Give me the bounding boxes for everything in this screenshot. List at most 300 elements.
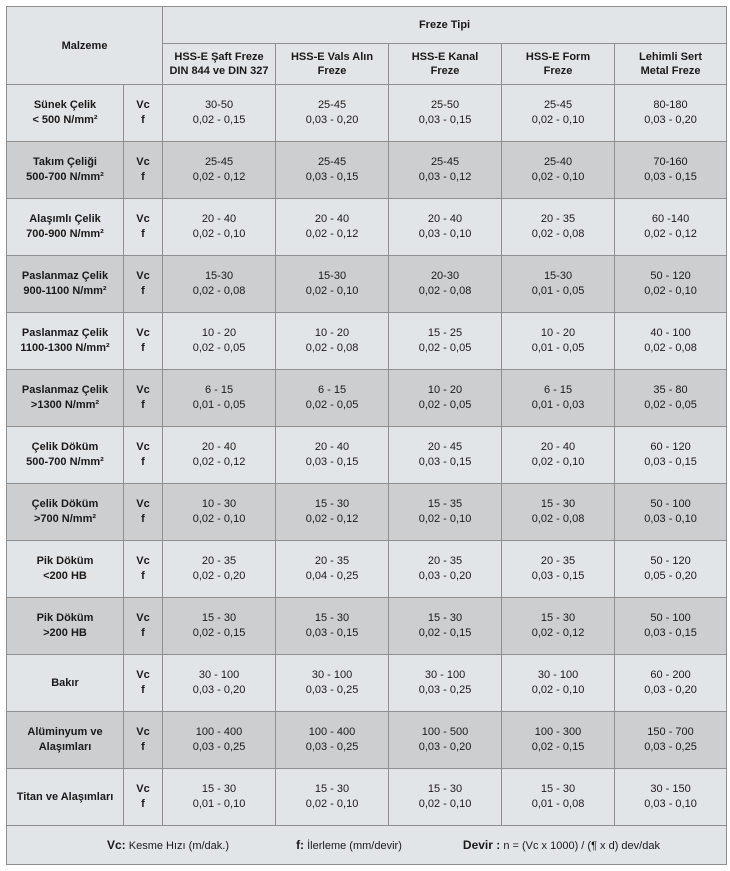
column-header-4: [502, 44, 615, 85]
cutting-speed-value: 100 - 400: [195, 726, 243, 738]
cutting-speed-value: 80-180: [653, 99, 688, 111]
feed-value: 0,03 - 0,12: [418, 171, 472, 183]
unit-cell: [124, 427, 163, 484]
cutting-speed-value: 50 - 120: [650, 270, 691, 282]
unit-vc: Vc: [136, 384, 150, 396]
cutting-speed-value: 15 - 30: [314, 612, 350, 624]
cutting-speed-value: 15 - 30: [427, 612, 463, 624]
unit-f: f: [141, 171, 145, 183]
value-cell: [615, 256, 727, 313]
material-name: Bakır: [51, 676, 79, 689]
feed-value: 0,02 - 0,08: [644, 342, 697, 354]
feed-value: 0,03 - 0,20: [418, 741, 472, 753]
material-spec: 1100-1300 N/mm²: [20, 342, 110, 354]
cutting-speed-value: 6 - 15: [543, 384, 573, 396]
table-row: [7, 484, 727, 541]
cutting-speed-value: 100 - 500: [421, 726, 469, 738]
material-spec: 700-900 N/mm²: [26, 228, 104, 240]
material-name: Paslanmaz Çelik: [21, 384, 109, 396]
cutting-speed-value: 10 - 20: [427, 384, 463, 396]
table-row: [7, 313, 727, 370]
unit-cell: [124, 598, 163, 655]
material-name: Pik Döküm: [36, 555, 94, 567]
feed-value: 0,01 - 0,05: [192, 399, 246, 411]
unit-vc: Vc: [136, 555, 150, 567]
feed-value: 0,02 - 0,15: [192, 114, 246, 126]
value-cell: [389, 541, 502, 598]
unit-f: f: [141, 399, 145, 411]
material-cell: [7, 256, 124, 313]
value-cell: [276, 484, 389, 541]
value-cell: [615, 370, 727, 427]
cutting-speed-value: 150 - 700: [647, 726, 694, 738]
value-cell: [615, 313, 727, 370]
unit-vc: Vc: [136, 669, 150, 681]
cutting-speed-value: 15 - 30: [540, 498, 576, 510]
cutting-speed-value: 30-50: [204, 99, 234, 111]
cutting-speed-value: 100 - 400: [308, 726, 356, 738]
feed-value: 0,04 - 0,25: [305, 570, 359, 582]
cutting-speed-value: 10 - 30: [201, 498, 237, 510]
material-name: Paslanmaz Çelik: [21, 270, 109, 282]
feed-value: 0,01 - 0,08: [531, 798, 585, 810]
cutting-data-table: [6, 6, 727, 865]
cutter-type-header: Freze Tipi: [163, 7, 727, 44]
value-cell: [389, 655, 502, 712]
material-cell: [7, 712, 124, 769]
material-spec: Alaşımları: [38, 741, 92, 753]
unit-cell: [124, 313, 163, 370]
cutting-speed-value: 20 - 40: [201, 213, 237, 225]
cutting-speed-value: 20 - 35: [314, 555, 350, 567]
feed-value: 0,03 - 0,15: [418, 114, 472, 126]
feed-value: 0,03 - 0,15: [305, 171, 359, 183]
feed-value: 0,02 - 0,10: [192, 513, 246, 525]
value-cell: [276, 712, 389, 769]
table-row: [7, 541, 727, 598]
column-header-line2: Freze: [317, 65, 347, 77]
feed-value: 0,02 - 0,08: [192, 285, 246, 297]
cutting-speed-value: 60 -140: [651, 213, 690, 225]
cutting-speed-value: 20 - 40: [314, 441, 350, 453]
value-cell: [163, 769, 276, 826]
value-cell: [163, 256, 276, 313]
value-cell: [276, 256, 389, 313]
cutting-speed-value: 30 - 100: [424, 669, 466, 681]
column-header-line1: HSS-E Şaft Freze: [174, 51, 264, 63]
feed-value: 0,03 - 0,25: [192, 741, 246, 753]
feed-value: 0,03 - 0,20: [192, 684, 246, 696]
unit-vc: Vc: [136, 99, 150, 111]
legend-vc-text: Kesme Hızı (m/dak.): [128, 840, 229, 852]
unit-f: f: [141, 456, 145, 468]
feed-value: 0,02 - 0,10: [531, 456, 585, 468]
value-cell: [502, 85, 615, 142]
value-cell: [163, 655, 276, 712]
cutting-speed-value: 70-160: [653, 156, 688, 168]
cutting-speed-value: 10 - 20: [201, 327, 237, 339]
table-row: [7, 256, 727, 313]
feed-value: 0,02 - 0,15: [531, 741, 585, 753]
cutting-speed-value: 20 - 40: [314, 213, 350, 225]
material-cell: [7, 541, 124, 598]
unit-cell: [124, 370, 163, 427]
value-cell: [502, 769, 615, 826]
value-cell: [276, 541, 389, 598]
value-cell: [502, 199, 615, 256]
value-cell: [389, 313, 502, 370]
column-header-line1: HSS-E Kanal: [411, 51, 479, 63]
table-row: [7, 712, 727, 769]
unit-f: f: [141, 285, 145, 297]
cutting-speed-value: 20 - 40: [540, 441, 576, 453]
material-name: Çelik Döküm: [31, 498, 99, 510]
cutting-speed-value: 25-45: [543, 99, 573, 111]
unit-vc: Vc: [136, 783, 150, 795]
feed-value: 0,02 - 0,12: [305, 513, 359, 525]
table-row: [7, 370, 727, 427]
feed-value: 0,05 - 0,20: [644, 570, 697, 582]
feed-value: 0,03 - 0,15: [418, 456, 472, 468]
value-cell: [276, 427, 389, 484]
material-name: Alüminyum ve: [27, 726, 103, 738]
material-name: Takım Çeliği: [33, 156, 97, 168]
feed-value: 0,02 - 0,15: [418, 627, 472, 639]
cutting-speed-value: 50 - 100: [650, 498, 691, 510]
value-cell: [389, 769, 502, 826]
material-cell: [7, 769, 124, 826]
cutting-speed-value: 15-30: [317, 270, 347, 282]
value-cell: [615, 655, 727, 712]
legend-f-text: İlerleme (mm/devir): [307, 840, 402, 852]
feed-value: 0,02 - 0,10: [418, 798, 472, 810]
feed-value: 0,03 - 0,20: [305, 114, 359, 126]
legend-devir-key: Devir :: [462, 838, 501, 852]
feed-value: 0,02 - 0,08: [531, 228, 585, 240]
cutting-speed-value: 20 - 35: [540, 213, 576, 225]
cutting-speed-value: 15 - 25: [427, 327, 463, 339]
value-cell: [615, 712, 727, 769]
feed-value: 0,03 - 0,15: [305, 627, 359, 639]
value-cell: [615, 142, 727, 199]
table-row: [7, 85, 727, 142]
value-cell: [502, 313, 615, 370]
legend-devir: [463, 838, 660, 852]
cutting-speed-value: 30 - 100: [537, 669, 579, 681]
feed-value: 0,03 - 0,15: [644, 171, 697, 183]
material-name: Pik Döküm: [36, 612, 94, 624]
legend-devir-text: n = (Vc x 1000) / (¶ x d) dev/dak: [503, 840, 660, 852]
value-cell: [276, 142, 389, 199]
feed-value: 0,03 - 0,20: [644, 684, 697, 696]
column-header-line1: HSS-E Vals Alın: [290, 51, 374, 63]
feed-value: 0,02 - 0,15: [192, 627, 246, 639]
feed-value: 0,02 - 0,08: [305, 342, 359, 354]
value-cell: [615, 484, 727, 541]
cutting-speed-value: 30 - 150: [650, 783, 691, 795]
cutting-speed-value: 10 - 20: [540, 327, 576, 339]
cutting-speed-value: 20-30: [430, 270, 460, 282]
value-cell: [389, 256, 502, 313]
cutting-speed-value: 20 - 40: [427, 213, 463, 225]
column-header-2: [276, 44, 389, 85]
value-cell: [389, 370, 502, 427]
cutting-speed-value: 20 - 45: [427, 441, 463, 453]
feed-value: 0,02 - 0,10: [531, 171, 585, 183]
material-spec: 500-700 N/mm²: [26, 171, 104, 183]
value-cell: [615, 598, 727, 655]
legend-row: [7, 826, 727, 865]
value-cell: [163, 427, 276, 484]
unit-vc: Vc: [136, 270, 150, 282]
material-cell: [7, 142, 124, 199]
unit-f: f: [141, 627, 145, 639]
unit-cell: [124, 769, 163, 826]
feed-value: 0,01 - 0,03: [531, 399, 585, 411]
material-spec: < 500 N/mm²: [32, 114, 98, 126]
value-cell: [276, 370, 389, 427]
value-cell: [389, 199, 502, 256]
value-cell: [389, 85, 502, 142]
material-cell: [7, 313, 124, 370]
feed-value: 0,03 - 0,15: [305, 456, 359, 468]
unit-f: f: [141, 342, 145, 354]
cutting-speed-value: 15 - 30: [427, 783, 463, 795]
value-cell: [163, 199, 276, 256]
unit-cell: [124, 199, 163, 256]
feed-value: 0,02 - 0,12: [192, 456, 246, 468]
table-row: [7, 142, 727, 199]
legend-vc: [107, 838, 229, 852]
value-cell: [163, 598, 276, 655]
value-cell: [502, 370, 615, 427]
unit-cell: [124, 85, 163, 142]
unit-cell: [124, 484, 163, 541]
cutting-speed-value: 15 - 30: [540, 783, 576, 795]
feed-value: 0,02 - 0,10: [531, 114, 585, 126]
feed-value: 0,02 - 0,05: [644, 399, 697, 411]
value-cell: [615, 541, 727, 598]
cutting-speed-value: 20 - 35: [427, 555, 463, 567]
feed-value: 0,03 - 0,25: [644, 741, 697, 753]
cutting-speed-value: 15 - 30: [201, 612, 237, 624]
legend-f-key: f:: [296, 838, 305, 852]
feed-value: 0,02 - 0,12: [192, 171, 246, 183]
value-cell: [389, 484, 502, 541]
value-cell: [163, 712, 276, 769]
value-cell: [276, 598, 389, 655]
cutting-speed-value: 20 - 35: [540, 555, 576, 567]
material-name: Alaşımlı Çelik: [29, 213, 101, 225]
column-header-1: [163, 44, 276, 85]
value-cell: [502, 598, 615, 655]
value-cell: [163, 85, 276, 142]
value-cell: [502, 655, 615, 712]
feed-value: 0,01 - 0,05: [531, 285, 585, 297]
column-header-line2: Metal Freze: [640, 65, 701, 77]
material-cell: [7, 85, 124, 142]
feed-value: 0,03 - 0,25: [418, 684, 472, 696]
feed-value: 0,03 - 0,20: [644, 114, 697, 126]
table-row: [7, 427, 727, 484]
material-name: Çelik Döküm: [31, 441, 99, 453]
cutting-speed-value: 50 - 120: [650, 555, 691, 567]
table-row: [7, 598, 727, 655]
feed-value: 0,03 - 0,10: [644, 513, 697, 525]
material-spec: >200 HB: [43, 627, 87, 639]
feed-value: 0,02 - 0,10: [192, 228, 246, 240]
material-name: Sünek Çelik: [33, 99, 97, 111]
feed-value: 0,03 - 0,15: [644, 627, 697, 639]
value-cell: [615, 427, 727, 484]
material-cell: [7, 655, 124, 712]
feed-value: 0,02 - 0,12: [644, 228, 697, 240]
unit-f: f: [141, 741, 145, 753]
cutting-speed-value: 50 - 100: [650, 612, 691, 624]
value-cell: [163, 541, 276, 598]
cutting-speed-value: 10 - 20: [314, 327, 350, 339]
table-row: [7, 199, 727, 256]
value-cell: [163, 313, 276, 370]
material-cell: [7, 484, 124, 541]
cutting-speed-value: 15-30: [543, 270, 573, 282]
material-name: Paslanmaz Çelik: [21, 327, 109, 339]
value-cell: [389, 142, 502, 199]
cutting-speed-value: 40 - 100: [650, 327, 691, 339]
feed-value: 0,03 - 0,15: [644, 456, 697, 468]
feed-value: 0,02 - 0,10: [644, 285, 697, 297]
value-cell: [389, 598, 502, 655]
cutting-speed-value: 15 - 35: [427, 498, 463, 510]
cutting-speed-value: 15 - 30: [314, 498, 350, 510]
material-spec: 500-700 N/mm²: [26, 456, 104, 468]
value-cell: [502, 427, 615, 484]
feed-value: 0,02 - 0,12: [305, 228, 359, 240]
value-cell: [502, 541, 615, 598]
value-cell: [615, 199, 727, 256]
feed-value: 0,02 - 0,10: [418, 513, 472, 525]
cutting-speed-value: 25-45: [430, 156, 460, 168]
unit-cell: [124, 142, 163, 199]
material-cell: [7, 370, 124, 427]
cutting-speed-value: 25-45: [317, 99, 347, 111]
cutting-speed-value: 30 - 100: [198, 669, 240, 681]
cutting-data-table-container: [6, 6, 726, 865]
feed-value: 0,02 - 0,08: [418, 285, 472, 297]
cutting-speed-value: 20 - 35: [201, 555, 237, 567]
feed-value: 0,02 - 0,10: [305, 285, 359, 297]
cutting-speed-value: 25-45: [317, 156, 347, 168]
unit-cell: [124, 541, 163, 598]
unit-vc: Vc: [136, 612, 150, 624]
unit-f: f: [141, 513, 145, 525]
column-header-line1: HSS-E Form: [525, 51, 591, 63]
feed-value: 0,03 - 0,10: [418, 228, 472, 240]
feed-value: 0,02 - 0,08: [531, 513, 585, 525]
unit-vc: Vc: [136, 156, 150, 168]
cutting-speed-value: 15-30: [204, 270, 234, 282]
cutting-speed-value: 25-40: [543, 156, 573, 168]
feed-value: 0,03 - 0,25: [305, 684, 359, 696]
feed-value: 0,02 - 0,05: [305, 399, 359, 411]
value-cell: [276, 313, 389, 370]
legend-f: [296, 838, 402, 852]
cutting-speed-value: 25-45: [204, 156, 234, 168]
feed-value: 0,01 - 0,05: [531, 342, 585, 354]
feed-value: 0,02 - 0,10: [531, 684, 585, 696]
value-cell: [502, 484, 615, 541]
feed-value: 0,02 - 0,05: [418, 399, 472, 411]
value-cell: [502, 142, 615, 199]
legend-cell: [7, 826, 727, 865]
material-cell: [7, 199, 124, 256]
cutting-speed-value: 6 - 15: [204, 384, 234, 396]
value-cell: [163, 484, 276, 541]
unit-vc: Vc: [136, 441, 150, 453]
feed-value: 0,02 - 0,05: [418, 342, 472, 354]
feed-value: 0,02 - 0,12: [531, 627, 585, 639]
value-cell: [276, 769, 389, 826]
value-cell: [615, 85, 727, 142]
value-cell: [276, 199, 389, 256]
feed-value: 0,01 - 0,10: [192, 798, 246, 810]
value-cell: [276, 655, 389, 712]
value-cell: [163, 142, 276, 199]
column-header-3: [389, 44, 502, 85]
unit-vc: Vc: [136, 327, 150, 339]
table-row: [7, 655, 727, 712]
value-cell: [389, 712, 502, 769]
cutting-speed-value: 60 - 120: [650, 441, 691, 453]
column-header-line1: Lehimli Sert: [639, 51, 703, 63]
unit-f: f: [141, 798, 145, 810]
feed-value: 0,02 - 0,10: [305, 798, 359, 810]
cutting-speed-value: 15 - 30: [201, 783, 237, 795]
value-cell: [615, 769, 727, 826]
material-spec: <200 HB: [43, 570, 87, 582]
feed-value: 0,03 - 0,10: [644, 798, 697, 810]
cutting-speed-value: 25-50: [430, 99, 460, 111]
column-header-5: [615, 44, 727, 85]
unit-f: f: [141, 570, 145, 582]
value-cell: [276, 85, 389, 142]
value-cell: [163, 370, 276, 427]
table-row: [7, 769, 727, 826]
cutting-speed-value: 15 - 30: [540, 612, 576, 624]
material-cell: [7, 598, 124, 655]
feed-value: 0,03 - 0,25: [305, 741, 359, 753]
unit-cell: [124, 655, 163, 712]
value-cell: [389, 427, 502, 484]
feed-value: 0,02 - 0,05: [192, 342, 246, 354]
material-spec: >700 N/mm²: [33, 513, 97, 525]
material-cell: [7, 427, 124, 484]
column-header-line2: DIN 844 ve DIN 327: [169, 65, 269, 77]
material-spec: 900-1100 N/mm²: [23, 285, 107, 297]
unit-vc: Vc: [136, 726, 150, 738]
value-cell: [502, 256, 615, 313]
cutting-speed-value: 35 - 80: [653, 384, 688, 396]
feed-value: 0,02 - 0,20: [192, 570, 246, 582]
cutting-speed-value: 100 - 300: [534, 726, 582, 738]
unit-vc: Vc: [136, 213, 150, 225]
value-cell: [502, 712, 615, 769]
cutting-speed-value: 30 - 100: [311, 669, 353, 681]
feed-value: 0,03 - 0,20: [418, 570, 472, 582]
legend-vc-key: Vc:: [107, 838, 126, 852]
column-header-line2: Freze: [430, 65, 460, 77]
cutting-speed-value: 20 - 40: [201, 441, 237, 453]
